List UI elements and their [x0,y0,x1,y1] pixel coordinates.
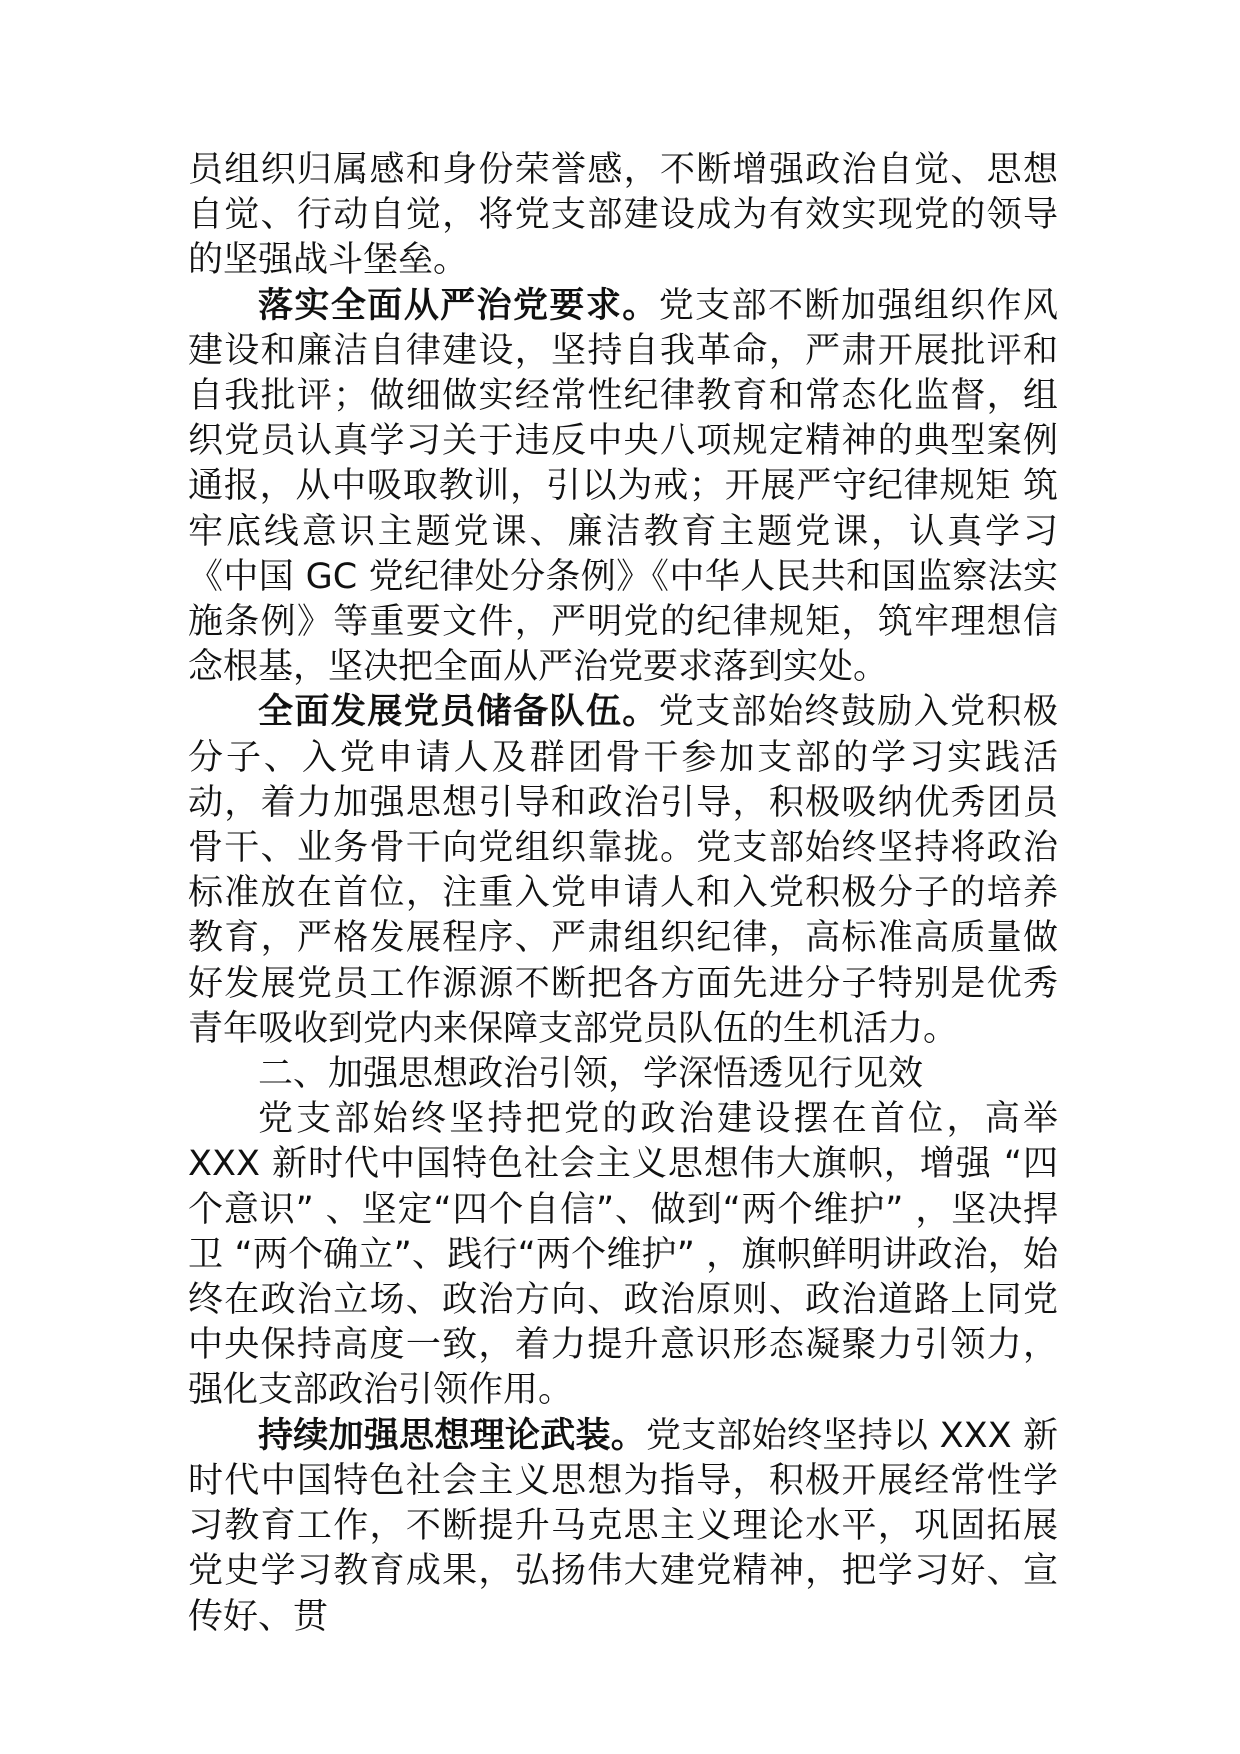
paragraph-body-strict-governance: 党支部不断加强组织作风建设和廉洁自律建设，坚持自我革命，严肃开展批评和自我批评；做细做实经常性纪律教育和常态化监督，组织党员认真学习关于违反中央八项规定精神的典型案例通报，从中吸取教训，引以为戒；开展严守纪律规矩 筑牢底线意识主题党课、廉洁教育主题党课，认真学习《中国 GC 党纪律处分条例》《中华人民共和国监察法实施条例》等重要文件，严明党的纪律规矩，筑牢理想信念根基，坚决把全面从严治党要求落到实处。 [188,285,1058,688]
paragraph-member-reserve [188,690,1058,1052]
paragraph-strict-governance [188,284,1058,691]
paragraph-theory-armament [188,1414,1058,1640]
paragraph-body-member-reserve: 党支部始终鼓励入党积极分子、入党申请人及群团骨干参加支部的学习实践活动，着力加强思想引导和政治引导，积极吸纳优秀团员骨干、业务骨干向党组织靠拢。党支部始终坚持将政治标准放在首位，注重入党申请人和入党积极分子的培养教育，严格发展程序、严肃组织纪律，高标准高质量做好发展党员工作源源不断把各方面先进分子特别是优秀青年吸收到党内来保障支部党员队伍的生机活力。 [188,692,1058,1049]
paragraph-political-building: 党支部始终坚持把党的政治建设摆在首位，高举 XXX 新时代中国特色社会主义思想伟大旗帜，增强 “四个意识” 、坚定“四个自信”、做到“两个维护” ，坚决捍卫 “两个确立”、践行“两个维护” ，旗帜鲜明讲政治，始终在政治立场、政治方向、政治原则、政治道路上同党中央保持高度一致，着力提升意识形态凝聚力引领力，强化支部政治引领作用。 [188,1099,1058,1411]
paragraph-lead-theory-armament: 持续加强思想理论武装。 [258,1415,647,1456]
document-body [188,148,1058,1640]
paragraph-continuation: 员组织归属感和身份荣誉感，不断增强政治自觉、思想自觉、行动自觉，将党支部建设成为有效实现党的领导的坚强战斗堡垒。 [188,150,1058,281]
paragraph-lead-member-reserve: 全面发展党员储备队伍。 [258,692,659,733]
paragraph-body-theory-armament: 党支部始终坚持以 XXX 新时代中国特色社会主义思想为指导，积极开展经常性学习教育工作，不断提升马克思主义理论水平，巩固拓展党史学习教育成果，弘扬伟大建党精神，把学习好、宣传好、贯 [188,1415,1058,1637]
paragraph-lead-strict-governance: 落实全面从严治党要求。 [258,285,659,326]
section-heading: 二、加强思想政治引领，学深悟透见行见效 [258,1054,924,1095]
